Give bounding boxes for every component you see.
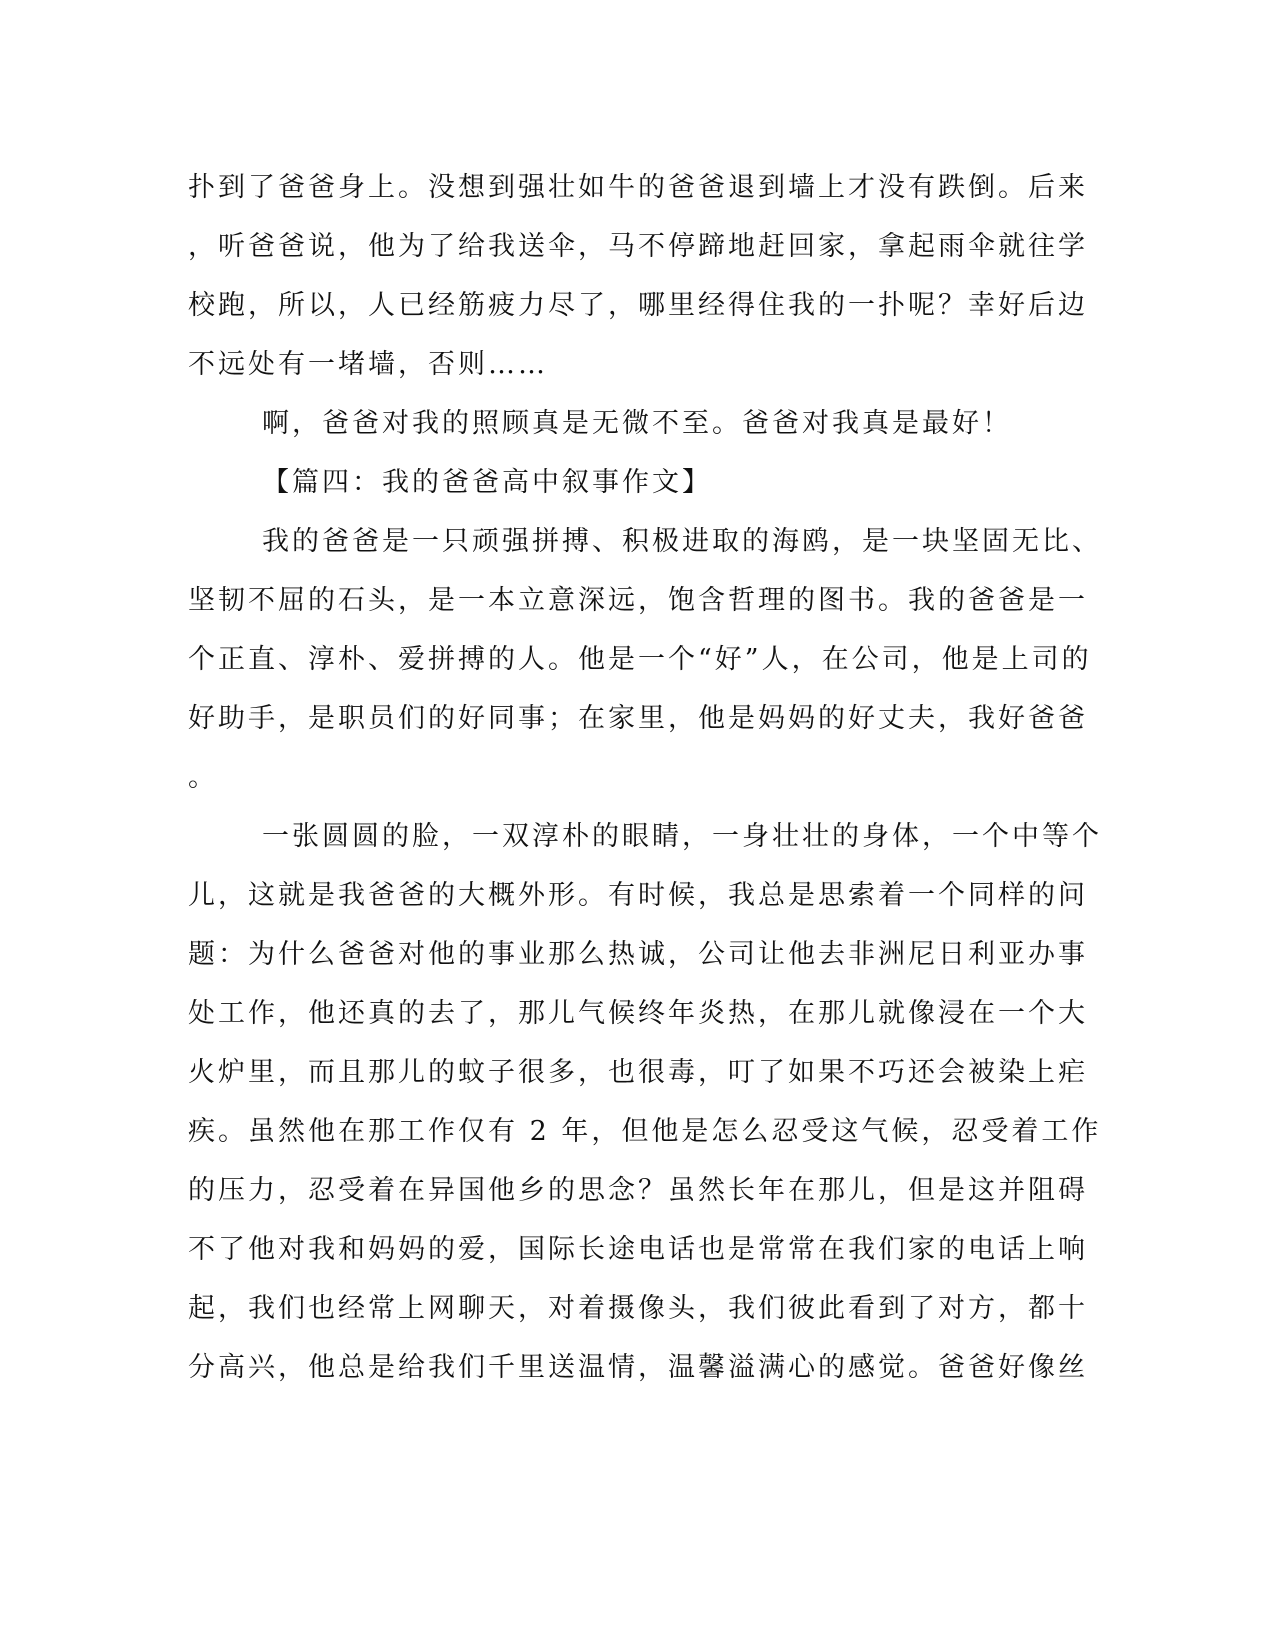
text-line: 个正直、淳朴、爱拼搏的人。他是一个“好”人，在公司，他是上司的 [188,644,1092,675]
section-heading: 【篇四：我的爸爸高中叙事作文】 [262,467,712,498]
text-line: 一张圆圆的脸，一双淳朴的眼睛，一身壮壮的身体，一个中等个 [262,821,1102,852]
text-line: 儿，这就是我爸爸的大概外形。有时候，我总是思索着一个同样的问 [188,880,1088,911]
text-line: 我的爸爸是一只顽强拼搏、积极进取的海鸥，是一块坚固无比、 [262,526,1102,557]
text-line: 不了他对我和妈妈的爱，国际长途电话也是常常在我们家的电话上响 [188,1234,1088,1265]
text-line: ，听爸爸说，他为了给我送伞，马不停蹄地赶回家，拿起雨伞就往学 [188,231,1088,262]
text-line: 好助手，是职员们的好同事；在家里，他是妈妈的好丈夫，我好爸爸 [188,703,1088,734]
text-line: 不远处有一堵墙，否则…… [188,349,548,380]
text-line: 。 [188,762,218,793]
text-line: 啊，爸爸对我的照顾真是无微不至。爸爸对我真是最好！ [262,408,1012,439]
text-line: 处工作，他还真的去了，那儿气候终年炎热，在那儿就像浸在一个大 [188,998,1088,1029]
text-line: 起，我们也经常上网聊天，对着摄像头，我们彼此看到了对方，都十 [188,1293,1088,1324]
text-line: 校跑，所以，人已经筋疲力尽了，哪里经得住我的一扑呢？幸好后边 [188,290,1088,321]
text-line: 疾。虽然他在那工作仅有 2 年，但他是怎么忍受这气候，忍受着工作 [188,1116,1102,1147]
text-line: 坚韧不屈的石头，是一本立意深远，饱含哲理的图书。我的爸爸是一 [188,585,1088,616]
text-line: 题：为什么爸爸对他的事业那么热诚，公司让他去非洲尼日利亚办事 [188,939,1088,970]
text-line: 火炉里，而且那儿的蚊子很多，也很毒，叮了如果不巧还会被染上疟 [188,1057,1088,1088]
text-line: 分高兴，他总是给我们千里送温情，温馨溢满心的感觉。爸爸好像丝 [188,1352,1088,1383]
text-line: 扑到了爸爸身上。没想到强壮如牛的爸爸退到墙上才没有跌倒。后来 [188,172,1088,203]
text-line: 的压力，忍受着在异国他乡的思念？虽然长年在那儿，但是这并阻碍 [188,1175,1088,1206]
